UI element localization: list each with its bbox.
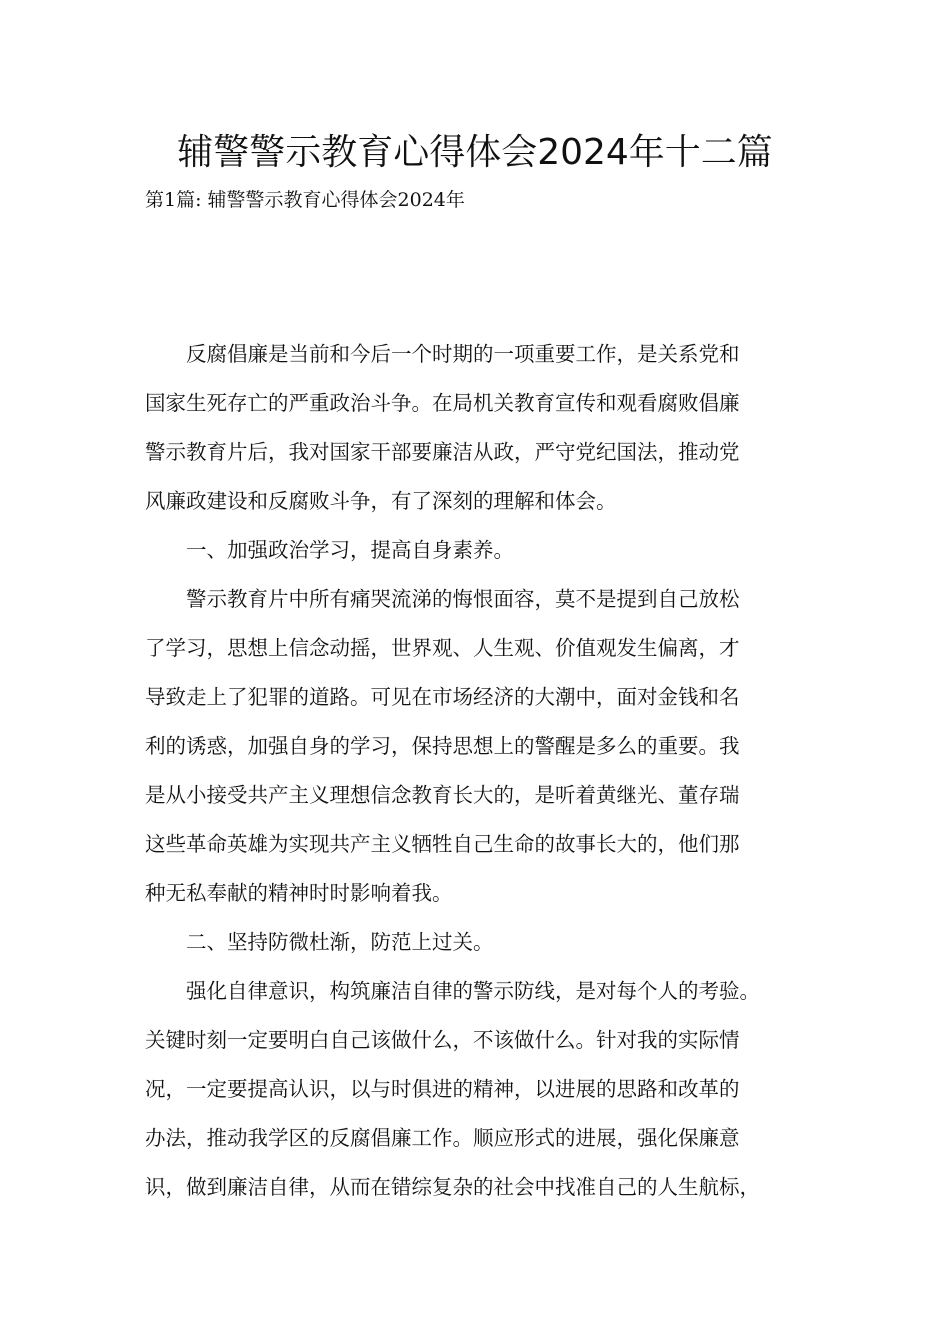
body-line: 风廉政建设和反腐败斗争，有了深刻的理解和体会。 bbox=[145, 489, 617, 513]
section-heading: 一、加强政治学习，提高自身素养。 bbox=[145, 538, 514, 562]
chapter-heading: 第1篇: 辅警警示教育心得体会2024年 bbox=[145, 189, 465, 211]
body-line: 强化自律意识，构筑廉洁自律的警示防线，是对每个人的考验。 bbox=[145, 979, 760, 1003]
body-line: 况，一定要提高认识，以与时俱进的精神，以进展的思路和改革的 bbox=[145, 1077, 740, 1101]
body-line: 警示教育片后，我对国家干部要廉洁从政，严守党纪国法，推动党 bbox=[145, 440, 740, 464]
body-line: 反腐倡廉是当前和今后一个时期的一项重要工作，是关系党和 bbox=[145, 342, 740, 366]
body-line: 识，做到廉洁自律，从而在错综复杂的社会中找准自己的人生航标， bbox=[145, 1175, 760, 1199]
document-title: 辅警警示教育心得体会2024年十二篇 bbox=[177, 132, 773, 173]
body-line: 导致走上了犯罪的道路。可见在市场经济的大潮中，面对金钱和名 bbox=[145, 685, 740, 709]
body-line: 了学习，思想上信念动摇，世界观、人生观、价值观发生偏离，才 bbox=[145, 636, 740, 660]
body-line: 这些革命英雄为实现共产主义牺牲自己生命的故事长大的，他们那 bbox=[145, 832, 740, 856]
section-heading: 二、坚持防微杜渐，防范上过关。 bbox=[145, 930, 494, 954]
body-line: 利的诱惑，加强自身的学习，保持思想上的警醒是多么的重要。我 bbox=[145, 734, 740, 758]
body-line: 是从小接受共产主义理想信念教育长大的，是听着黄继光、董存瑞 bbox=[145, 783, 740, 807]
body-line: 办法，推动我学区的反腐倡廉工作。顺应形式的进展，强化保廉意 bbox=[145, 1126, 740, 1150]
body-line: 种无私奉献的精神时时影响着我。 bbox=[145, 881, 453, 905]
body-text bbox=[145, 330, 835, 1212]
body-line: 关键时刻一定要明白自己该做什么，不该做什么。针对我的实际情 bbox=[145, 1028, 740, 1052]
body-line: 警示教育片中所有痛哭流涕的悔恨面容，莫不是提到自己放松 bbox=[145, 587, 740, 611]
body-line: 国家生死存亡的严重政治斗争。在局机关教育宣传和观看腐败倡廉 bbox=[145, 391, 740, 415]
